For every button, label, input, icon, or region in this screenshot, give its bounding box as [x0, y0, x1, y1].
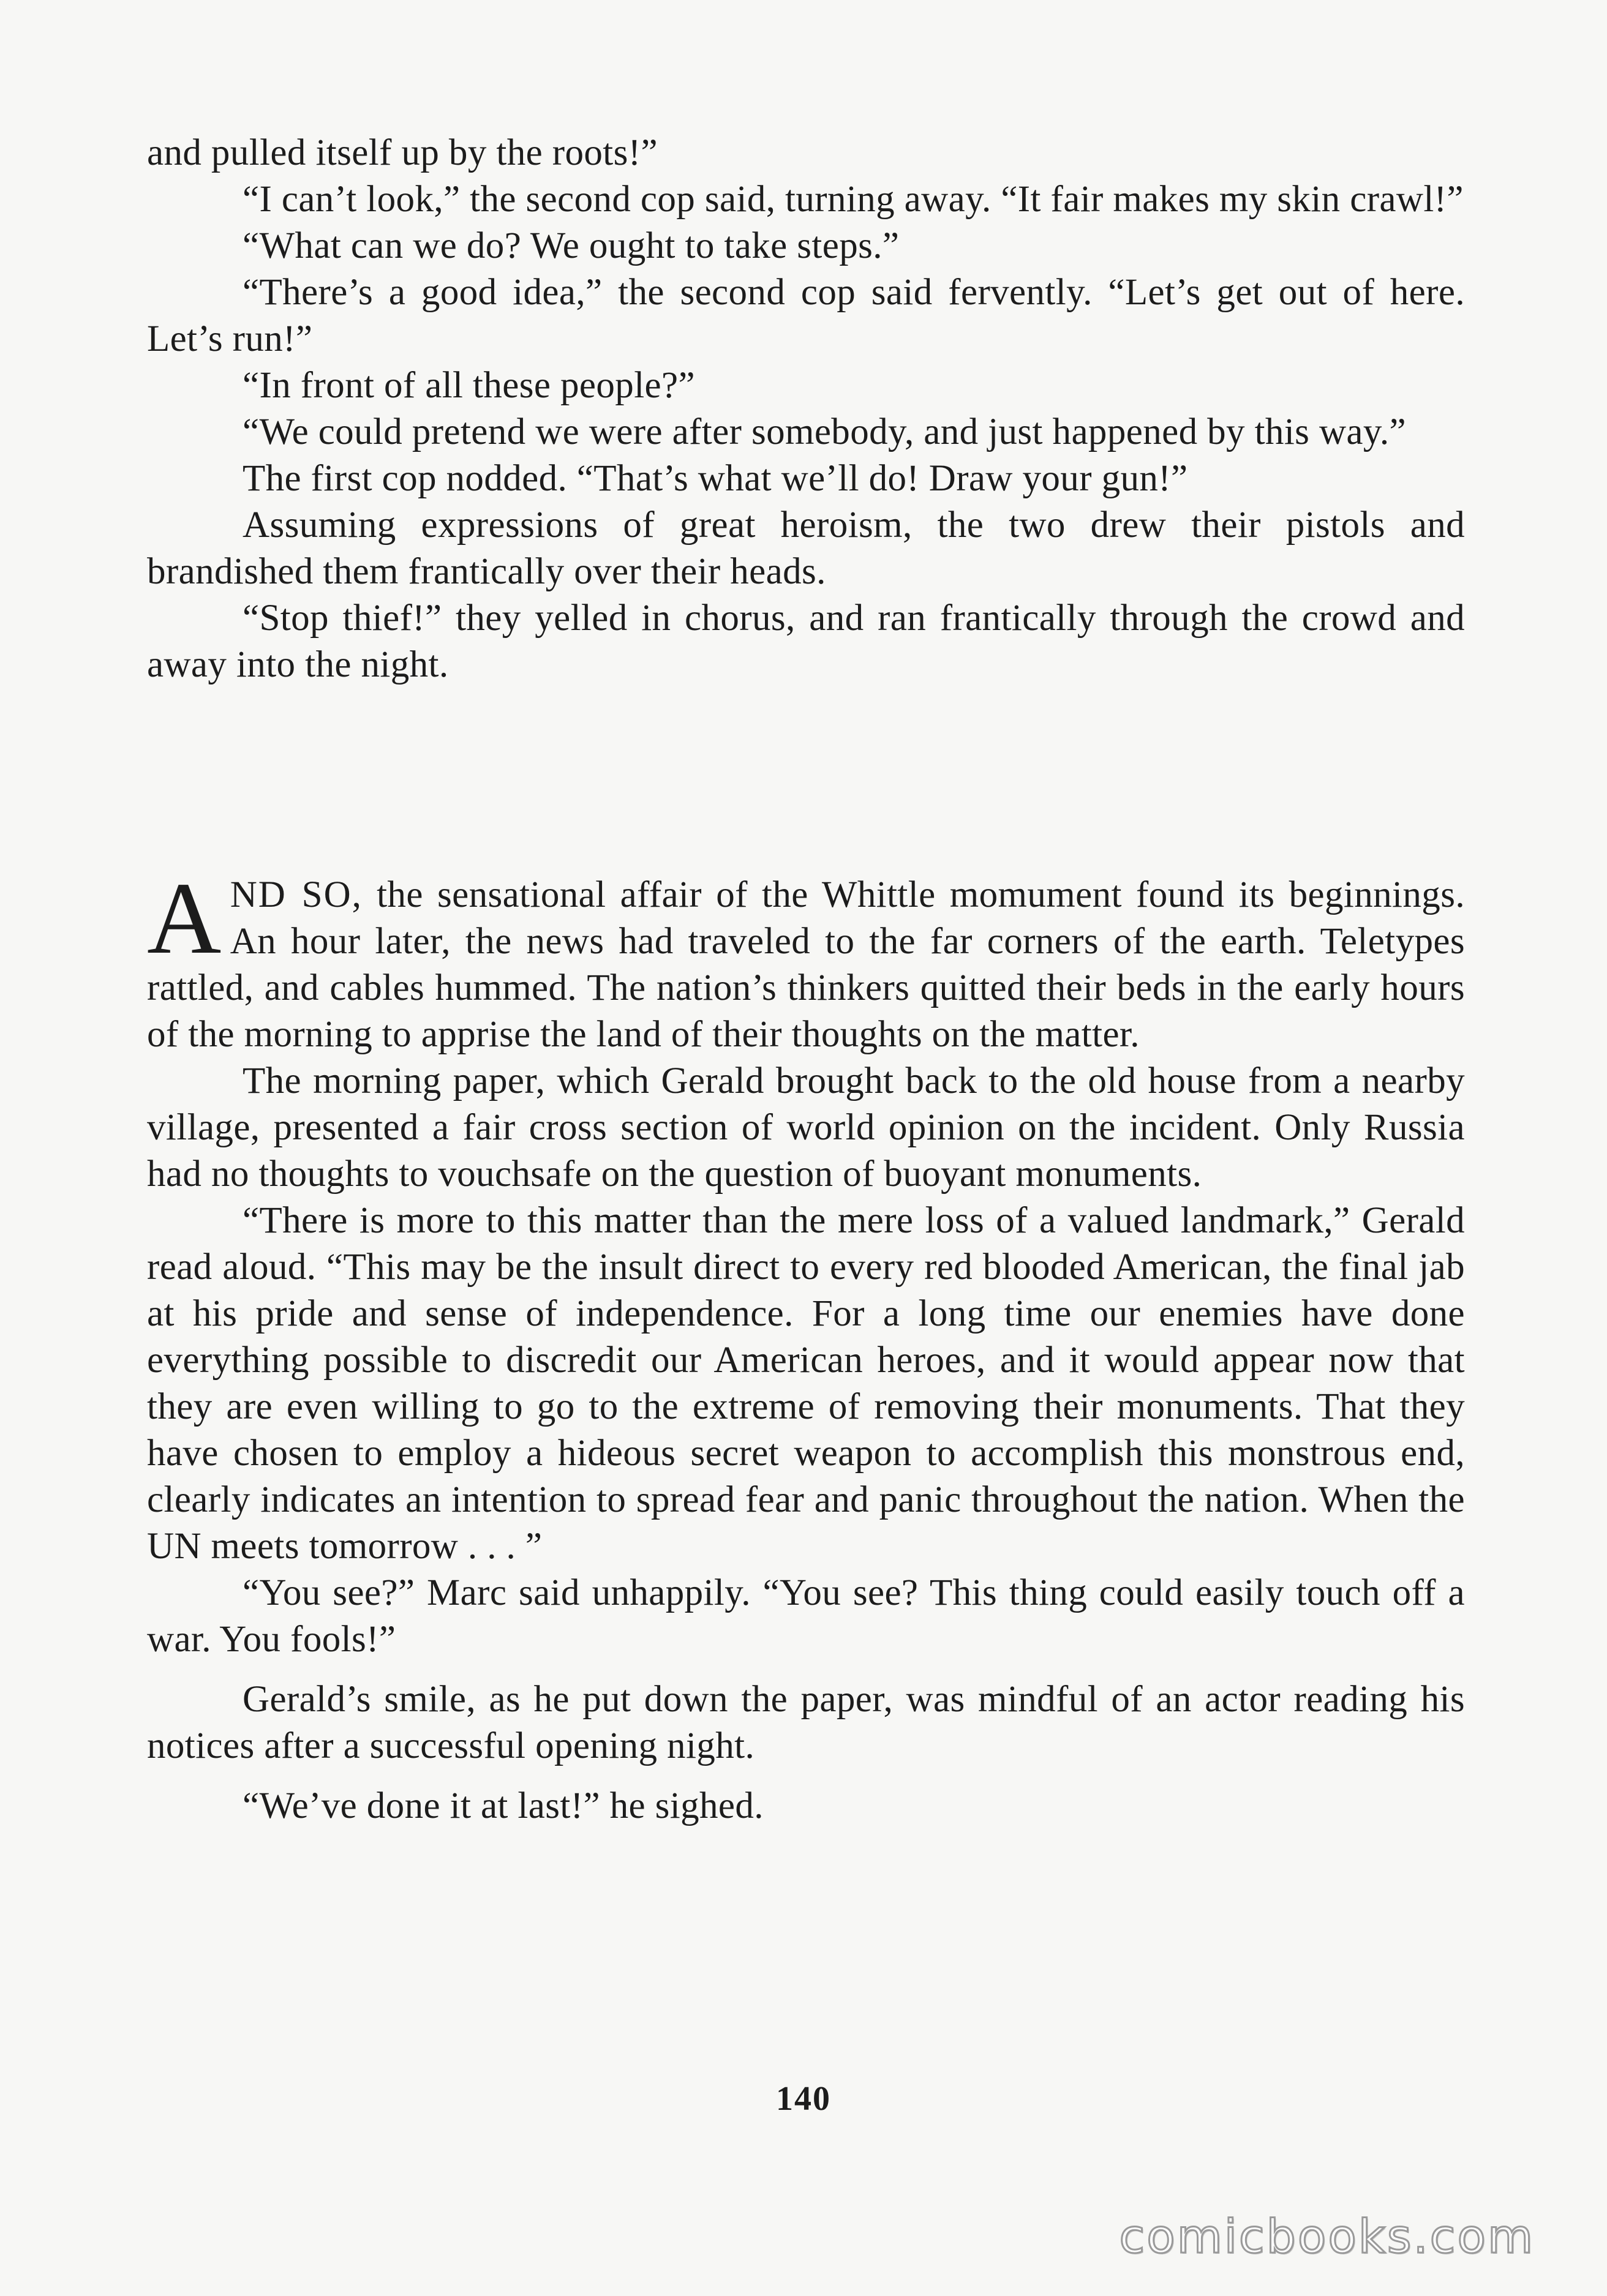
paragraph: “We’ve done it at last!” he sighed.	[243, 1785, 764, 1826]
paragraph: The first cop nodded. “That’s what we’ll do! Draw your gun!”	[243, 458, 1188, 499]
page-number: 140	[776, 2080, 831, 2118]
paragraph: “There’s a good idea,” the second cop said fervently. “Let’s get out of here. Let’s run!”	[147, 272, 1465, 359]
text-column-section	[147, 861, 1465, 1829]
paragraph: and pulled itself up by the roots!”	[147, 132, 658, 173]
paragraph-gap	[147, 1769, 1465, 1783]
section-opening-text: the sensational affair of the Whittle momument found its beginnings. An hour later, the news had traveled to the far corners of the earth. Teletypes rattled, and cables hummed. The nation’s thinkers quitted their beds in the early hours of the morning to apprise the land of their thoughts on the matter.	[147, 874, 1465, 1055]
section-lead: ND SO,	[230, 874, 363, 915]
paragraph: Gerald’s smile, as he put down the paper, was mindful of an actor reading his notices after a successful opening night.	[147, 1679, 1465, 1766]
paragraph: “We could pretend we were after somebody, and just happened by this way.”	[243, 411, 1406, 452]
paragraph: Assuming expressions of great heroism, the two drew their pistols and brandished them frantically over their heads.	[147, 505, 1465, 592]
watermark-logo: comicbooks.com	[1119, 2209, 1535, 2264]
paragraph: The morning paper, which Gerald brought back to the old house from a nearby village, presented a fair cross section of world opinion on the incident. Only Russia had no thoughts to vouchsafe on the question of buoyant monuments.	[147, 1060, 1465, 1195]
paragraph-gap	[147, 1663, 1465, 1676]
paragraph: “In front of all these people?”	[243, 365, 695, 406]
paragraph: “Stop thief!” they yelled in chorus, and ran frantically through the crowd and away into the night.	[147, 598, 1465, 685]
section-opening-paragraph	[147, 861, 1465, 1058]
text-column-top	[147, 130, 1465, 688]
paragraph: “You see?” Marc said unhappily. “You see? This thing could easily touch off a war. You fools!”	[147, 1572, 1465, 1660]
drop-cap: A	[147, 861, 222, 975]
paragraph: “I can’t look,” the second cop said, turning away. “It fair makes my skin crawl!”	[243, 179, 1464, 220]
paragraph: “What can we do? We ought to take steps.”	[243, 225, 900, 266]
paragraph: “There is more to this matter than the mere loss of a valued landmark,” Gerald read aloud. “This may be the insult direct to every red blooded American, the final jab at his pride and sense of independence. For a long time our enemies have done everything possible to discredit our American heroes, and it would appear now that they are even willing to go to the extreme of removing their monuments. That they have chosen to employ a hideous secret weapon to accomplish this monstrous end, clearly indicates an intention to spread fear and panic throughout the nation. When the UN meets tomorrow . . . ”	[147, 1200, 1465, 1567]
